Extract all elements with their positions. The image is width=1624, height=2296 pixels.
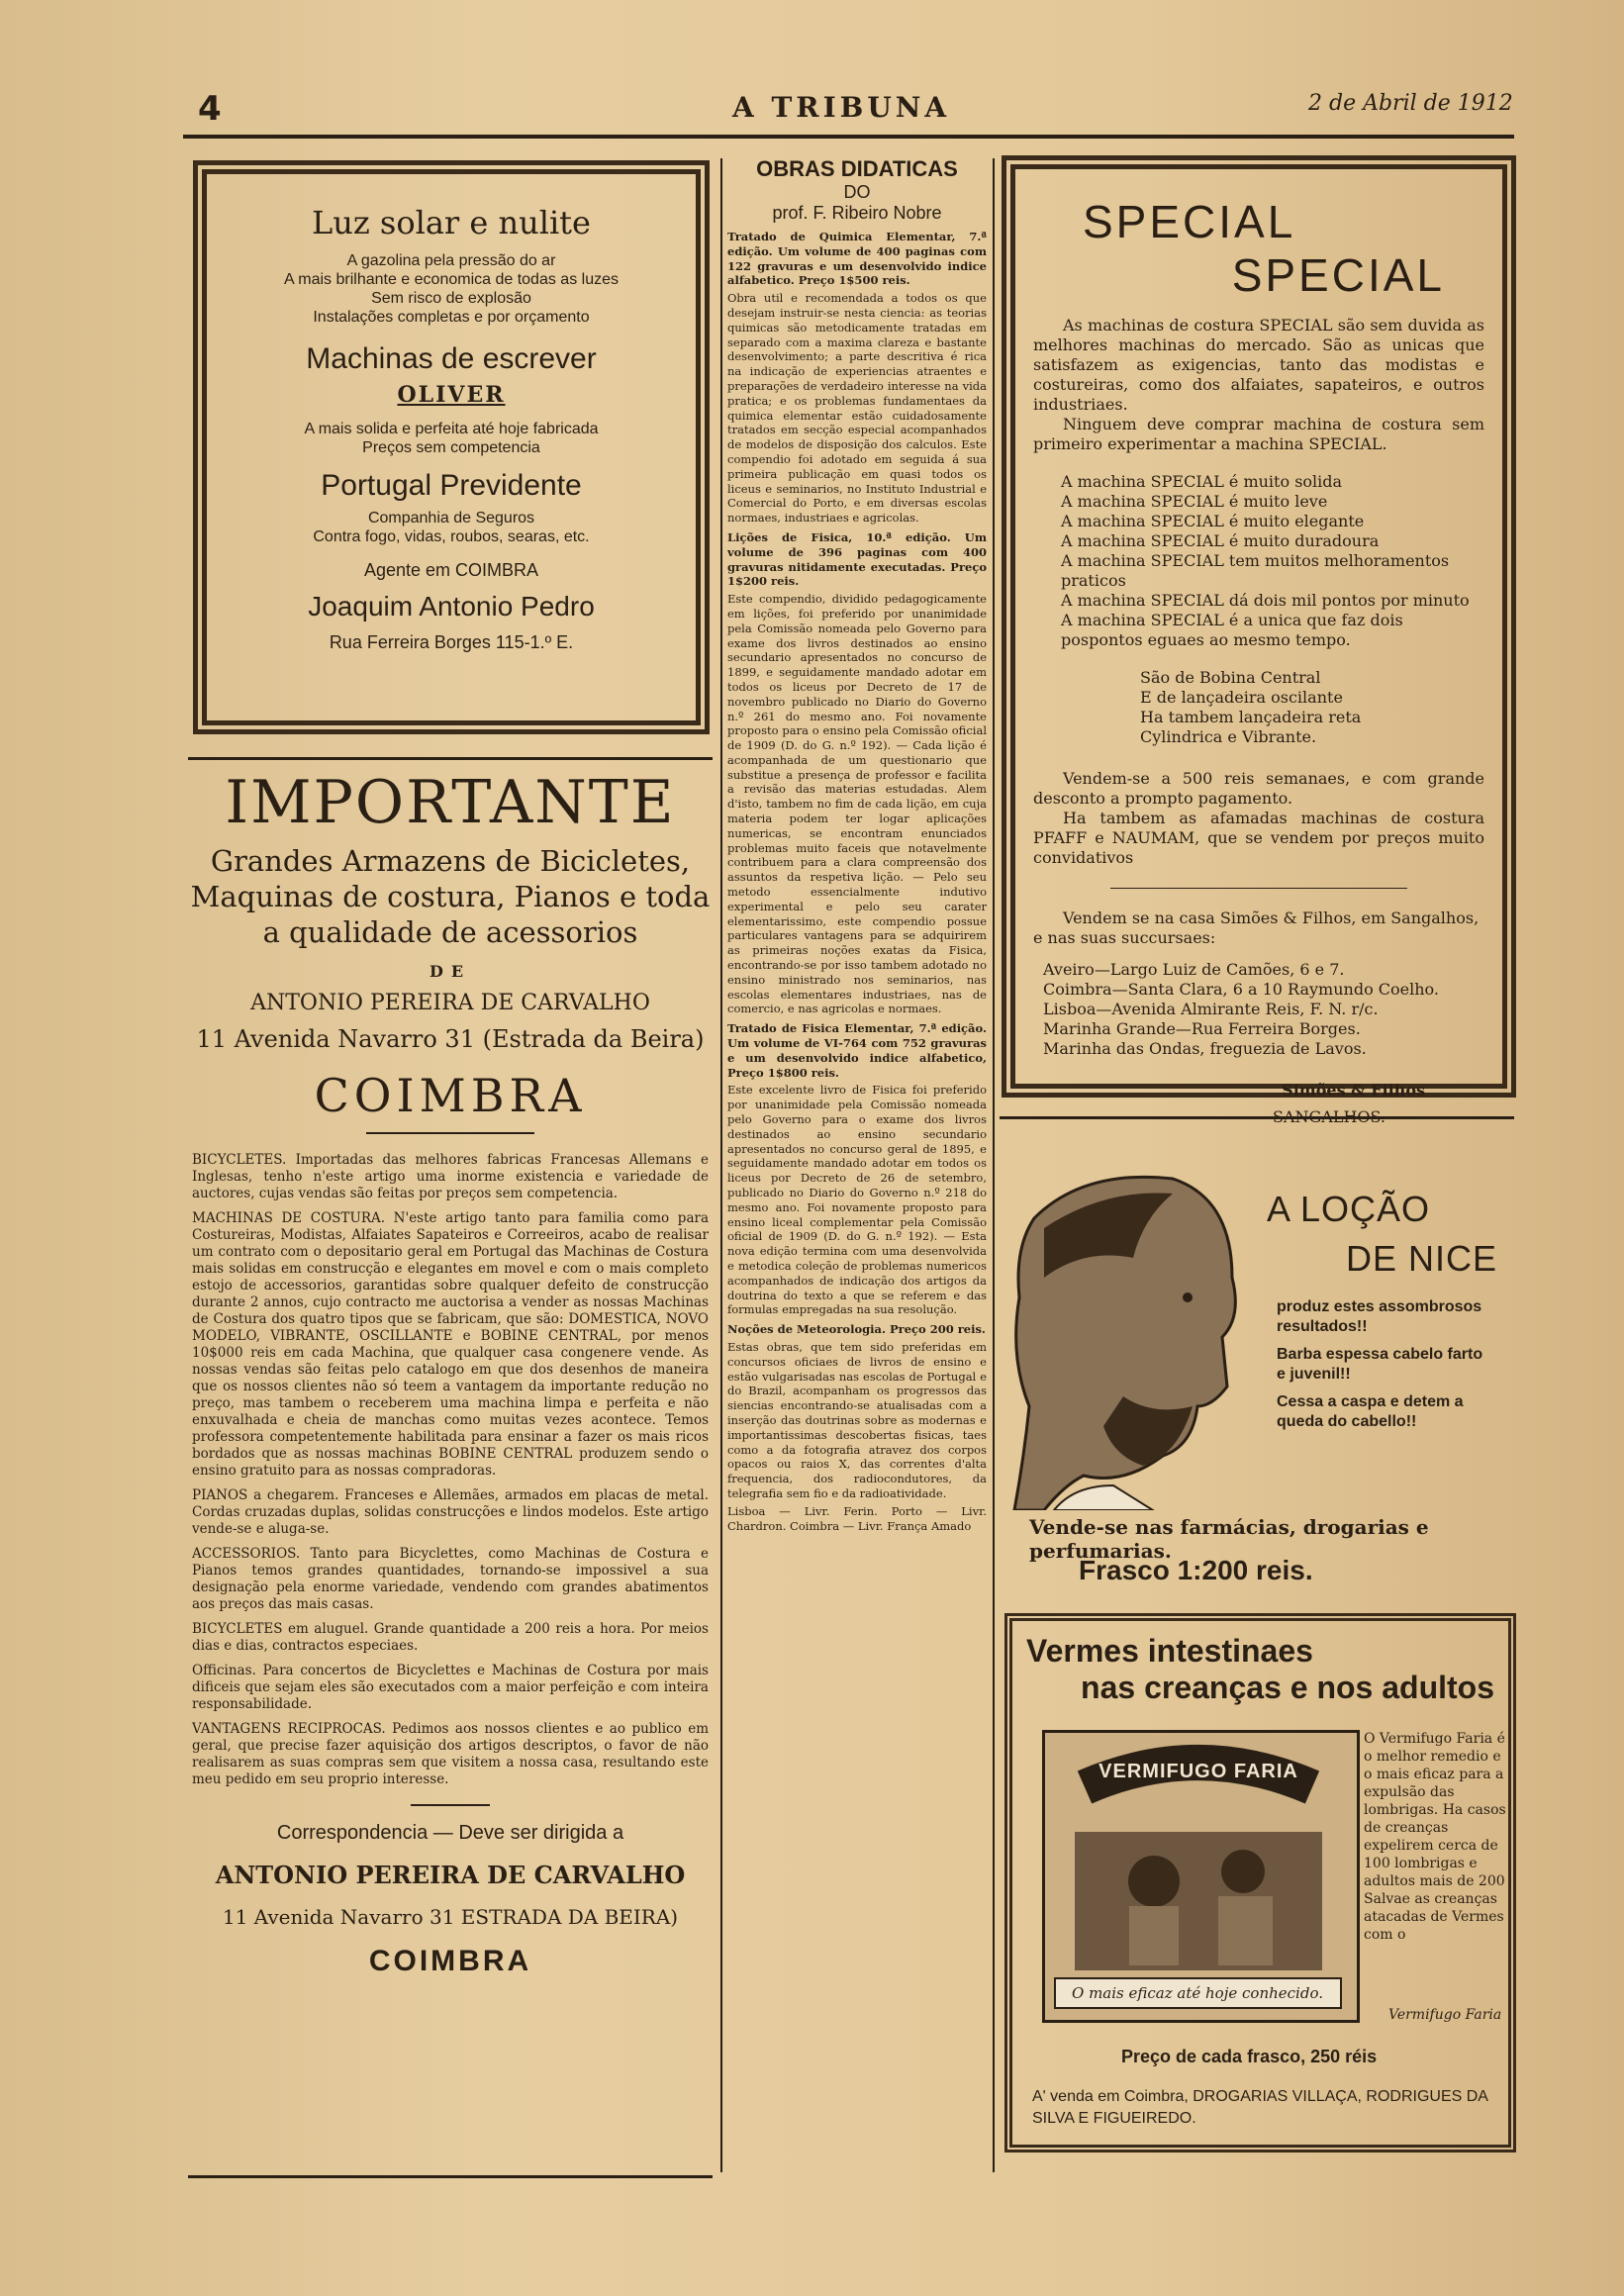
bobina-line: Ha tambem lançadeira reta [1140,708,1362,726]
bobina-line: E de lançadeira oscilante [1140,688,1343,707]
ad-price: Preço de cada frasco, 250 réis [1121,2047,1378,2066]
ad-line: Preços sem competencia [362,439,540,456]
ad-side-signature: Vermifugo Faria [1388,2007,1502,2023]
ad-paragraph: BICYCLETES. Importadas das melhores fabricas Francesas Allemans e Inglesas, tenho n'este artigo uma inorme existencia e variedade de auctores, cujas vendas são feitas por preços sem competencia. [192,1152,709,1201]
ad-paragraph: ACCESSORIOS. Tanto para Bicyclettes, como Machinas de Costura e Pianos temos grandes quantidades, tornando-se impossivel a sua designação pela enorme variedade, vendendo com grandes abatimentos aos preços das mais casas. [192,1546,709,1612]
owner-address: 11 Avenida Navarro 31 (Estrada da Beira) [196,1025,705,1053]
feature-item: A machina SPECIAL é muito leve [1061,492,1328,511]
owner-address: 11 Avenida Navarro 31 ESTRADA DA BEIRA) [222,1905,679,1929]
ad-title: Vermes intestinaes [1026,1633,1313,1669]
vermifugo-illustration [1042,1730,1360,2023]
feature-item: A machina SPECIAL é a unica que faz dois pospontos eguaes ao mesmo tempo. [1061,611,1403,649]
owner-name: ANTONIO PEREIRA DE CARVALHO [215,1861,686,1889]
ad-sold-at: A' venda em Coimbra, DROGARIAS VILLAÇA, RODRIGUES DA SILVA E FIGUEIREDO. [1032,2088,1488,2127]
ad-importante [188,757,713,2178]
book-description: Este excelente livro de Fisica foi preferido por unanimidade pela Comissão nomeada pelo Governo para o exame dos livros destinados ao ensino secundario apresentados no concurso geral de 1895, e seguidamente mandado adotar em todos os liceus por Decreto de 26 de setembro, publicado no Diario do Governo n.º 218 do mesmo ano. Foi novamente proposto para ensino liceal complementar pela Comissão oficial de 1909 (D. do G. n.º 192). — Esta nova edição termina com uma desenvolvida e metodica coleção de problemas numericos acompanhados de indicação dos artigos da doutrina do texto a que se referem e das formulas empregadas na sua resolução. [727,1083,987,1317]
product-label: VERMIFUGO FARIA [1099,1761,1298,1782]
branch-address: Marinha das Ondas, freguezia de Lavos. [1043,1039,1367,1058]
ad-paragraph: Officinas. Para concertos de Bicyclettes e Machinas de Costura por mais dificeis que sejam eles são executados com a maior perfeição e com inteira responsabilidade. [192,1663,709,1712]
ad-title: A LOÇÃO [1267,1189,1431,1229]
bobina-line: Cylindrica e Vibrante. [1140,727,1317,746]
owner-name: ANTONIO PEREIRA DE CARVALHO [250,991,650,1015]
agent-address: Rua Ferreira Borges 115-1.º E. [329,632,574,652]
ad-claim: Barba espessa cabelo farto e juvenil!! [1277,1346,1483,1383]
ad-line: Sem risco de explosão [371,290,531,307]
signature: Simões & Filhos [1282,1081,1425,1100]
ad-heading: Machinas de escrever [306,342,597,375]
ad-paragraph: Vendem se na casa Simões & Filhos, em Sangalhos, e nas suas succursaes: [1033,909,1480,947]
ad-line: A mais solida e perfeita até hoje fabricada [304,421,599,437]
column-rule [993,158,995,2172]
ad-paragraph: Ninguem deve comprar machina de costura sem primeiro experimentar a machina SPECIAL. [1033,415,1484,453]
city: COIMBRA [314,1069,587,1122]
ad-side-text: O Vermifugo Faria é o melhor remedio e o mais eficaz para a expulsão das lombrigas. Ha casos de creanças expelirem cerca de 100 lombrigas e adultos mais de 200 Salvae as creanças atacadas de Vermes com o [1364,1731,1506,1943]
section-title: OBRAS DIDATICAS [756,156,958,181]
ad-paragraph: MACHINAS DE COSTURA. N'este artigo tanto para familia como para Costureiras, Modistas, Alfaiates Sapateiros e Correeiros, acabo de realisar um contrato com o depositario geral em Portugal das Machinas de Costura mais solidas em construcção e elegantes em movel e com o mais completo estojo de accessorios, garantidas sobre qualquer defeito de construcção durante 2 annos, cujo contracto me auctorisa a vender as nossas Machinas de Costura dos quatro tipos que se fabricam, que são: DOMESTICA, NOVO MODELO, VIBRANTE, OSCILLANTE e BOBINE CENTRAL, por menos 10$000 reis em cada Machina, que qualquer casa congenere vende. As nossas vendas são feitas pelo catalogo em que dos desenhos de maneira que os nossos clientes não só teem a vantagem da importante redução no preço, mas tambem o receberem uma machina limpa e perfeita e não enxuvalhada e cheia de manchas como muitas vezes acontece. Temos professora competentemente habilitada para ensinar a fazer os mais ricos bordados que as nossas machinas BOBINE CENTRAL produzem sendo o ensino gratuito para as nossas compradoras. [192,1210,709,1479]
issue-date: 2 de Abril de 1912 [1308,91,1513,116]
obras-didaticas-column [727,156,987,2165]
man-portrait-illustration [1004,1159,1252,1510]
ad-vermes [1004,1613,1516,2152]
ad-paragraph: Vendem-se a 500 reis semanaes, e com grande desconto a prompto pagamento. [1033,769,1484,808]
section-do: DO [843,182,871,202]
ad-claim: produz estes assombrosos resultados!! [1277,1298,1482,1335]
bobina-line: São de Bobina Central [1140,668,1321,687]
signature-place: SANGALHOS. [1272,1107,1385,1126]
ad-title: nas creanças e nos adultos [1081,1670,1494,1705]
ad-line: A gazolina pela pressão do ar [346,252,556,269]
product-caption: O mais eficaz até hoje conhecido. [1072,1984,1323,2002]
ad-paragraph: BICYCLETES em aluguel. Grande quantidade a 200 reis a hora. Por meios dias e dias, contractos especiaes. [192,1621,709,1654]
ad-line: Companhia de Seguros [367,510,535,526]
book-entry: Tratado de Fisica Elementar, 7.ª edição. Um volume de VI-764 com 752 gravuras e um desenvolvido indice alfabetico, Preço 1$800 reis. [727,1021,987,1080]
book-entry: Tratado de Quimica Elementar, 7.ª edição. Um volume de 400 paginas com 122 gravuras e um desenvolvido indice alfabetico. Preço 1$500 reis. [727,230,987,288]
ad-subtitle: Grandes Armazens de Bicicletes, Maquinas de costura, Pianos e toda a qualidade de acessorios [190,844,711,949]
ad-title: SPECIAL [1083,196,1296,247]
agent-name: Joaquim Antonio Pedro [308,591,595,622]
ad-heading: Portugal Previdente [321,469,582,502]
ad-de: DE [429,962,472,981]
feature-item: A machina SPECIAL é muito elegante [1061,512,1365,530]
book-description: Obra util e recomendada a todos os que desejam instruir-se nesta ciencia: as teorias quimicas são metodicamente tratadas em separado com a maxima clareza e bastante desenvolvimento; a parte descritiva é rica na indicação de experiencias atraentes e preparações de verdadeiro interesse na vida pratica; e os problemas fundamentaes da quimica elementar estão cuidadosamente tratados em secção especial acompanhados de modelos de disposição dos calculos. Este compendio foi adotado em seguida á sua primeira publicação em quasi todos os liceus e seminarios, no Instituto Industrial e Comercial do Porto, e em diversas escolas normaes, industriaes e agricolas. [727,291,987,526]
feature-item: A machina SPECIAL tem muitos melhoramentos praticos [1061,551,1450,590]
correspondence-label: Correspondencia — Deve ser dirigida a [276,1822,624,1844]
ad-paragraph: As machinas de costura SPECIAL são sem duvida as melhores machinas do mercado. São as unicas que satisfazem as exigencias, tanto das modistas e costureiras, como dos alfaiates, sapateiros, e outros industriaes. [1033,316,1484,414]
ad-title: IMPORTANTE [225,768,676,837]
ad-title: DE NICE [1346,1238,1498,1279]
author: prof. F. Ribeiro Nobre [772,203,942,223]
feature-item: A machina SPECIAL dá dois mil pontos por minuto [1061,591,1470,610]
divider [1110,888,1407,889]
divider [366,1132,534,1134]
book-entry: Lições de Fisica, 10.ª edição. Um volume de 396 paginas com 400 gravuras nitidamente executadas. Preço 1$200 reis. [727,529,987,589]
city: COIMBRA [368,1945,532,1977]
branch-address: Marinha Grande—Rua Ferreira Borges. [1043,1019,1361,1038]
ad-price: Frasco 1:200 reis. [1079,1555,1313,1585]
brand-oliver: OLIVER [397,382,506,408]
branch-address: Coimbra—Santa Clara, 6 a 10 Raymundo Coelho. [1043,980,1439,999]
ad-title: Luz solar e nulite [312,204,591,241]
header-rule [183,135,1514,139]
ad-claim: Cessa a caspa e detem a queda do cabello!! [1277,1393,1464,1430]
book-entry: Noções de Meteorologia. Preço 200 reis. [727,1322,986,1337]
column-rule [720,158,722,2172]
feature-item: A machina SPECIAL é muito duradoura [1061,531,1380,550]
branch-address: Lisboa—Avenida Almirante Reis, F. N. r/c. [1043,1000,1379,1018]
page-number: 4 [198,89,222,129]
book-description: Este compendio, dividido pedagogicamente em lições, foi preferido por unanimidade pela Comissão nomeada pelo Governo para exame dos livros destinados ao ensino secundario apresentados no concurso de 1899, e seguidamente mandado adotar em todos os liceus por Decreto de 17 de novembro publicado no Diario do Governo n.º 261 do mesmo ano. Foi novamente proposto para o ensino pela Comissão oficial de 1909 (D. do G. n.º 192). — Cada lição é acompanhada de um questionario que substitue a presença de professor e facilita a revisão das materias estudadas. Alem d'isto, tambem no fim de cada lição, em cuja materia podem ter logar aplicações numericas, se encontram enunciados problemas muito faceis que notavelmente contribuem para a clara compreensão dos assuntos da respetiva lição. — Pelo seu metodo essencialmente indutivo experimental e pelo seu carater elementarissimo, este compendio possue particulares vantagens para se adquirirem as primeiras noções exatas da Fisica, encontrando-se por isso tambem adotado no ensino ministrado nos seminarios, nas escolas elementares industriaes, nas de comercio, e nas agricolas e normaes. [727,592,987,1016]
ad-line: A mais brilhante e economica de todas as luzes [284,271,619,288]
ad-line: Contra fogo, vidas, roubos, searas, etc. [313,528,590,545]
branch-address: Aveiro—Largo Luiz de Camões, 6 e 7. [1043,960,1345,979]
ad-special [1002,155,1516,1126]
ad-luz-solar [193,160,710,734]
ad-sold-at: Vende-se nas farmácias, drogarias e perfumarias. [1029,1515,1429,1563]
ad-line: Instalações completas e por orçamento [313,309,590,326]
book-description: Estas obras, que tem sido preferidas em concursos oficiaes de livros de ensino e estão vulgarisadas nas escolas de Portugal e do Brazil, acompanham os progressos das siencias encontrando-se atualisadas com a inserção das doutrinas sobre as modernas e importantissimas descobertas fisicas, taes como a da fotografia atravez dos corpos opacos ou raios X, das correntes d'alta frequencia, dos radiocondutores, da telegrafia sem fio e da radioatividade. [727,1339,987,1500]
ad-paragraph: PIANOS a chegarem. Franceses e Allemães, armados em placas de metal. Cordas cruzadas duplas, solidas construcções e lindos modelos. Este artigo vende-se e aluga-se. [192,1487,709,1537]
newspaper-title: A TRIBUNA [732,91,951,124]
divider [411,1804,490,1806]
ad-paragraph: VANTAGENS RECIPROCAS. Pedimos aos nossos clientes e ao publico em geral, que precise fazer aquisição dos artigos descriptos, o favor de não realisarem as suas compras sem que visitem a nossa casa, resultando este meu pedido em seu proprio interesse. [192,1721,709,1787]
agent-label: Agente em COIMBRA [363,560,539,580]
booksellers: Lisboa — Livr. Ferin. Porto — Livr. Chardron. Coimbra — Livr. França Amado [727,1503,987,1533]
ad-locao-de-nice [1000,1116,1514,1584]
ad-paragraph: Ha tambem as afamadas machinas de costura PFAFF e NAUMAM, que se vendem por preços muito convidativos [1033,809,1484,867]
feature-item: A machina SPECIAL é muito solida [1061,472,1343,491]
ad-title: SPECIAL [1231,249,1445,301]
